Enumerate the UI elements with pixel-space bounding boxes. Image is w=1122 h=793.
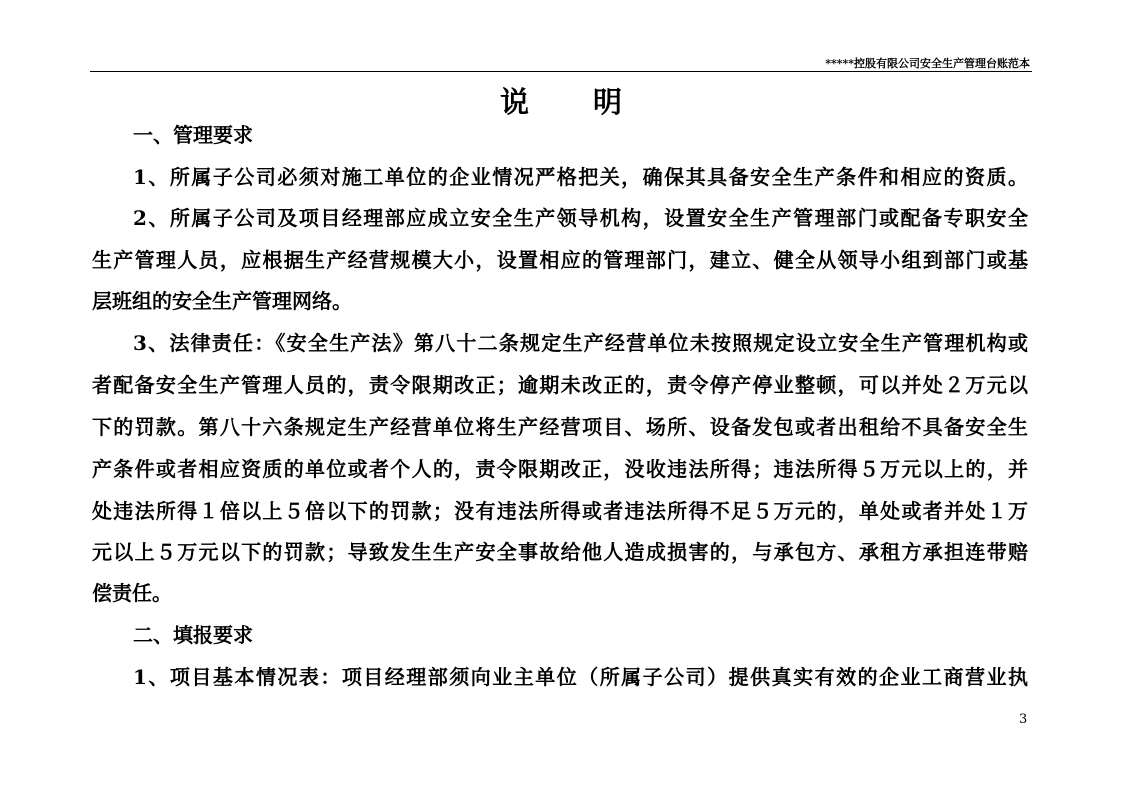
paragraph-line: 下的罚款。第八十六条规定生产经营单位将生产经营项目、场所、设备发包或者出租给不具备安全生 [92,415,1028,439]
title-char: 明 [593,85,623,119]
paragraph-line: 层班组的安全生产管理网络。 [92,289,352,313]
section-heading: 一、管理要求 [133,123,253,147]
paragraph-line: 产条件或者相应资质的单位或者个人的，责令限期改正，没收违法所得；违法所得５万元以上的，并 [92,457,1028,481]
paragraph-line: 者配备安全生产管理人员的，责令限期改正；逾期未改正的，责令停产停业整顿，可以并处２万元以 [92,373,1028,397]
running-header: *****控股有限公司安全生产管理台账范本 [825,57,1030,70]
paragraph-line: 元以上５万元以下的罚款；导致发生生产安全事故给他人造成损害的，与承包方、承租方承担连带赔 [92,540,1028,564]
paragraph-line: 3、法律责任：《安全生产法》第八十二条规定生产经营单位未按照规定设立安全生产管理机构或 [133,331,1028,355]
title-char: 说 [499,85,529,119]
paragraph-line: 1、项目基本情况表：项目经理部须向业主单位（所属子公司）提供真实有效的企业工商营业执 [133,665,1028,689]
page-title [0,80,1122,121]
paragraph-line: 处违法所得１倍以上５倍以下的罚款；没有违法所得或者违法所得不足５万元的，单处或者并处１万 [92,499,1028,523]
paragraph-line: 2、所属子公司及项目经理部应成立安全生产领导机构，设置安全生产管理部门或配备专职安全 [133,206,1028,230]
paragraph-line: 偿责任。 [92,581,172,605]
header-rule [90,71,1032,72]
page-number: 3 [1019,712,1028,727]
paragraph-line: 生产管理人员，应根据生产经营规模大小，设置相应的管理部门，建立、健全从领导小组到部门或基 [92,248,1028,272]
section-heading: 二、填报要求 [133,623,253,647]
paragraph-line: 1、所属子公司必须对施工单位的企业情况严格把关，确保其具备安全生产条件和相应的资质。 [133,165,1028,189]
